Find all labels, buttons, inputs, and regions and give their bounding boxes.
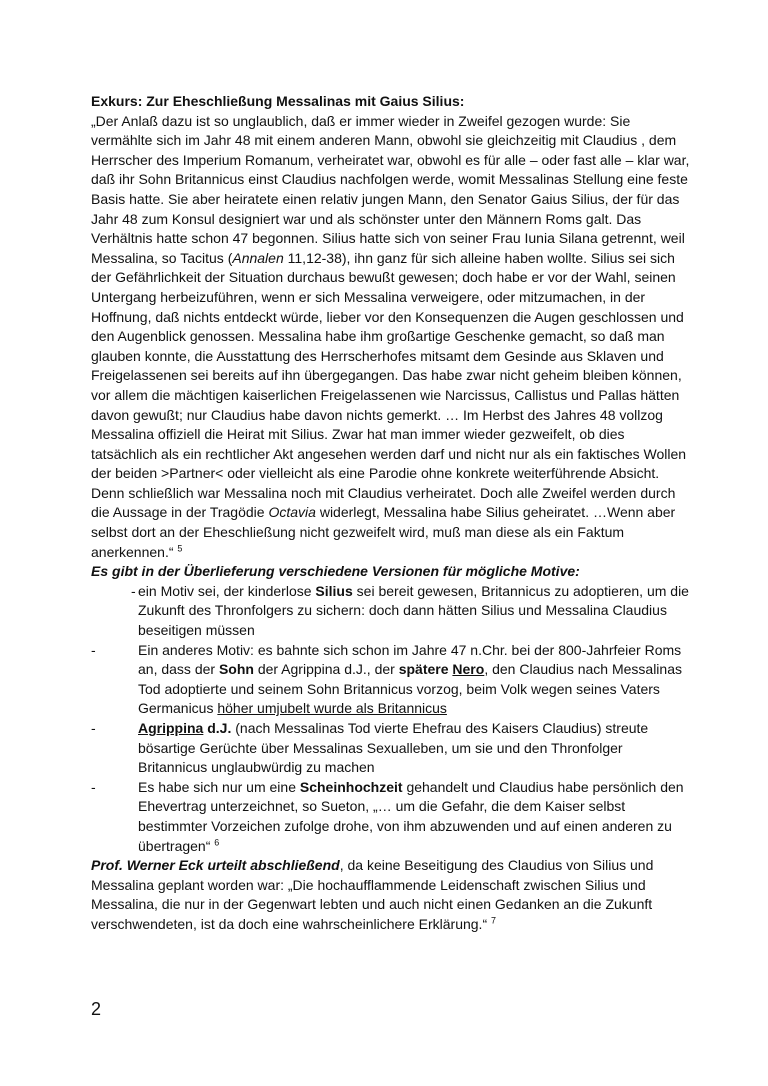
- list-dash: -: [91, 641, 96, 658]
- underlined-phrase: höher umjubelt wurde als Britannicus: [217, 700, 447, 717]
- document-body: [91, 92, 691, 935]
- quote-text-3: widerlegt, Messalina habe Silius geheiratet. …Wenn aber selbst dort an der Eheschließung nicht gezweifelt wird, muß man diese als ein Faktum anerkennen.“: [91, 504, 676, 560]
- motives-list: [91, 582, 691, 856]
- motive-item-adoption: - ein Motiv sei, der kinderlose Silius sei bereit gewesen, Britannicus zu adoptieren, um die Zukunft des Thronfolgers zu sichern: doch dann hätten Silius und Messalina Claudius beseitigen müssen: [131, 582, 689, 639]
- footnote-ref-6: 6: [214, 836, 220, 847]
- list-dash: -: [91, 778, 96, 795]
- versions-heading: Es gibt in der Überlieferung verschiedene Versionen für mögliche Motive:: [91, 563, 580, 580]
- motive-item-nero: - Ein anderes Motiv: es bahnte sich schon im Jahre 47 n.Chr. bei der 800-Jahrfeier Roms an, dass der Sohn der Agrippina d.J., der spätere Nero, den Claudius nach Messalinas Tod adoptierte und seinem Sohn Britannicus vorzog, beim Volk wegen seines Vaters Germanicus höher umjubelt wurde als Britannicus: [91, 641, 682, 717]
- dj-bold: d.J.: [203, 720, 232, 736]
- list-dash: -: [91, 720, 96, 736]
- silius-bold: Silius: [315, 582, 353, 599]
- nero-bold-underlined: Nero: [452, 661, 485, 678]
- messalina-quote-paragraph: [91, 112, 691, 563]
- sohn-bold: Sohn: [218, 661, 254, 678]
- quote-text-1: „Der Anlaß dazu ist so unglaublich, daß er immer wieder in Zweifel gezogen wurde: Sie vermählte sich im Jahr 48 mit einem anderen Mann, obwohl sie gleichzeitig mit Claudius , dem Herrscher des Imperium Romanum, verheiratet war, obwohl es für alle – oder fast alle – klar war, daß ihr Sohn Britannicus einst Claudius nachfolgen werde, womit Messalinas Stellung eine feste Basis hatte. Sie aber heiratete einen relativ jungen Mann, den Senator Gaius Silius, der für das Jahr 48 zum Konsul designiert war und als schönster unter den Männern Roms galt. Das Verhältnis hatte schon 47 begonnen. Silius hatte sich von seiner Frau Iunia Silana getrennt, weil Messalina, so Tacitus (: [91, 112, 690, 266]
- annalen-title: Annalen: [232, 249, 284, 266]
- motive-item-scheinhochzeit: - Es habe sich nur um eine Scheinhochzeit gehandelt und Claudius habe persönlich den Ehevertrag unterzeichnet, so Sueton, „… um die Gefahr, die dem Kaiser selbst bestimmter Vorzeichen zufolge drohe, von ihm abzuwenden und auf einen anderen zu übertragen“ $^6$: [91, 778, 684, 854]
- list-dash: -: [131, 582, 136, 599]
- footnote-ref-5: 5: [177, 543, 183, 553]
- motive-item-agrippina: - Agrippina d.J. (nach Messalinas Tod vierte Ehefrau des Kaisers Claudius) streute bösartige Gerüchte über Messalinas Sexualleben, um sie und den Thronfolger Britannicus unglaubwürdig zu machen: [91, 720, 649, 776]
- eck-paragraph: Prof. Werner Eck urteilt abschließend, da keine Beseitigung des Claudius von Silius und Messalina geplant worden war: „Die hochaufflammende Leidenschaft zwischen Silius und Messalina, die nur in der Gegenwart lebten und auch nicht einen Gedanken an die Zukunft verschwendeten, ist da doch eine wahrscheinlichere Erklärung.“ $^7$: [91, 857, 654, 932]
- scheinhochzeit-bold: Scheinhochzeit: [299, 778, 403, 795]
- spaetere-bold: spätere: [398, 661, 449, 678]
- agrippina-bold-underlined: Agrippina: [138, 720, 204, 736]
- footnote-ref-7: 7: [491, 915, 497, 926]
- eck-lead: Prof. Werner Eck urteilt abschließend: [91, 857, 340, 874]
- page-number: 2: [91, 999, 102, 1019]
- quote-text-2: 11,12-38), ihn ganz für sich alleine haben wollte. Silius sei sich der Gefährlichkeit der Situation durchaus bewußt gewesen; doch habe er vor der Wahl, seinen Untergang herbeizuführen, wenn er sich Messalina verweigere, oder mitzumachen, in der Hoffnung, daß nichts entdeckt würde, lieber vor den Konsequenzen die Augen geschlossen und den Augenblick genossen. Messalina habe ihm großartige Geschenke gemacht, so daß man glauben konnte, die Ausstattung des Herrscherhofes mitsamt dem Gesinde aus Sklaven und Freigelassenen sei bereits auf ihn übergegangen. Das habe zwar nicht geheim bleiben können, vor allem die mächtigen kaiserlichen Freigelassenen wie Narcissus, Callistus und Pallas hätten davon gewußt; nur Claudius habe davon nichts gemerkt. … Im Herbst des Jahres 48 vollzog Messalina offiziell die Heirat mit Silius. Zwar hat man immer wieder gezweifelt, ob dies tatsächlich als ein rechtlicher Akt angesehen werden darf und nicht nur als ein faktisches Wollen der beiden >Partner< oder vielleicht als eine Parodie ohne konkrete weiterführende Absicht. Denn schließlich war Messalina noch mit Claudius verheiratet. Doch alle Zweifel werden durch die Aussage in der Tragödie: [91, 249, 687, 521]
- excursus-heading: Exkurs: Zur Eheschließung Messalinas mit Gaius Silius:: [91, 93, 465, 109]
- octavia-title: Octavia: [268, 504, 316, 521]
